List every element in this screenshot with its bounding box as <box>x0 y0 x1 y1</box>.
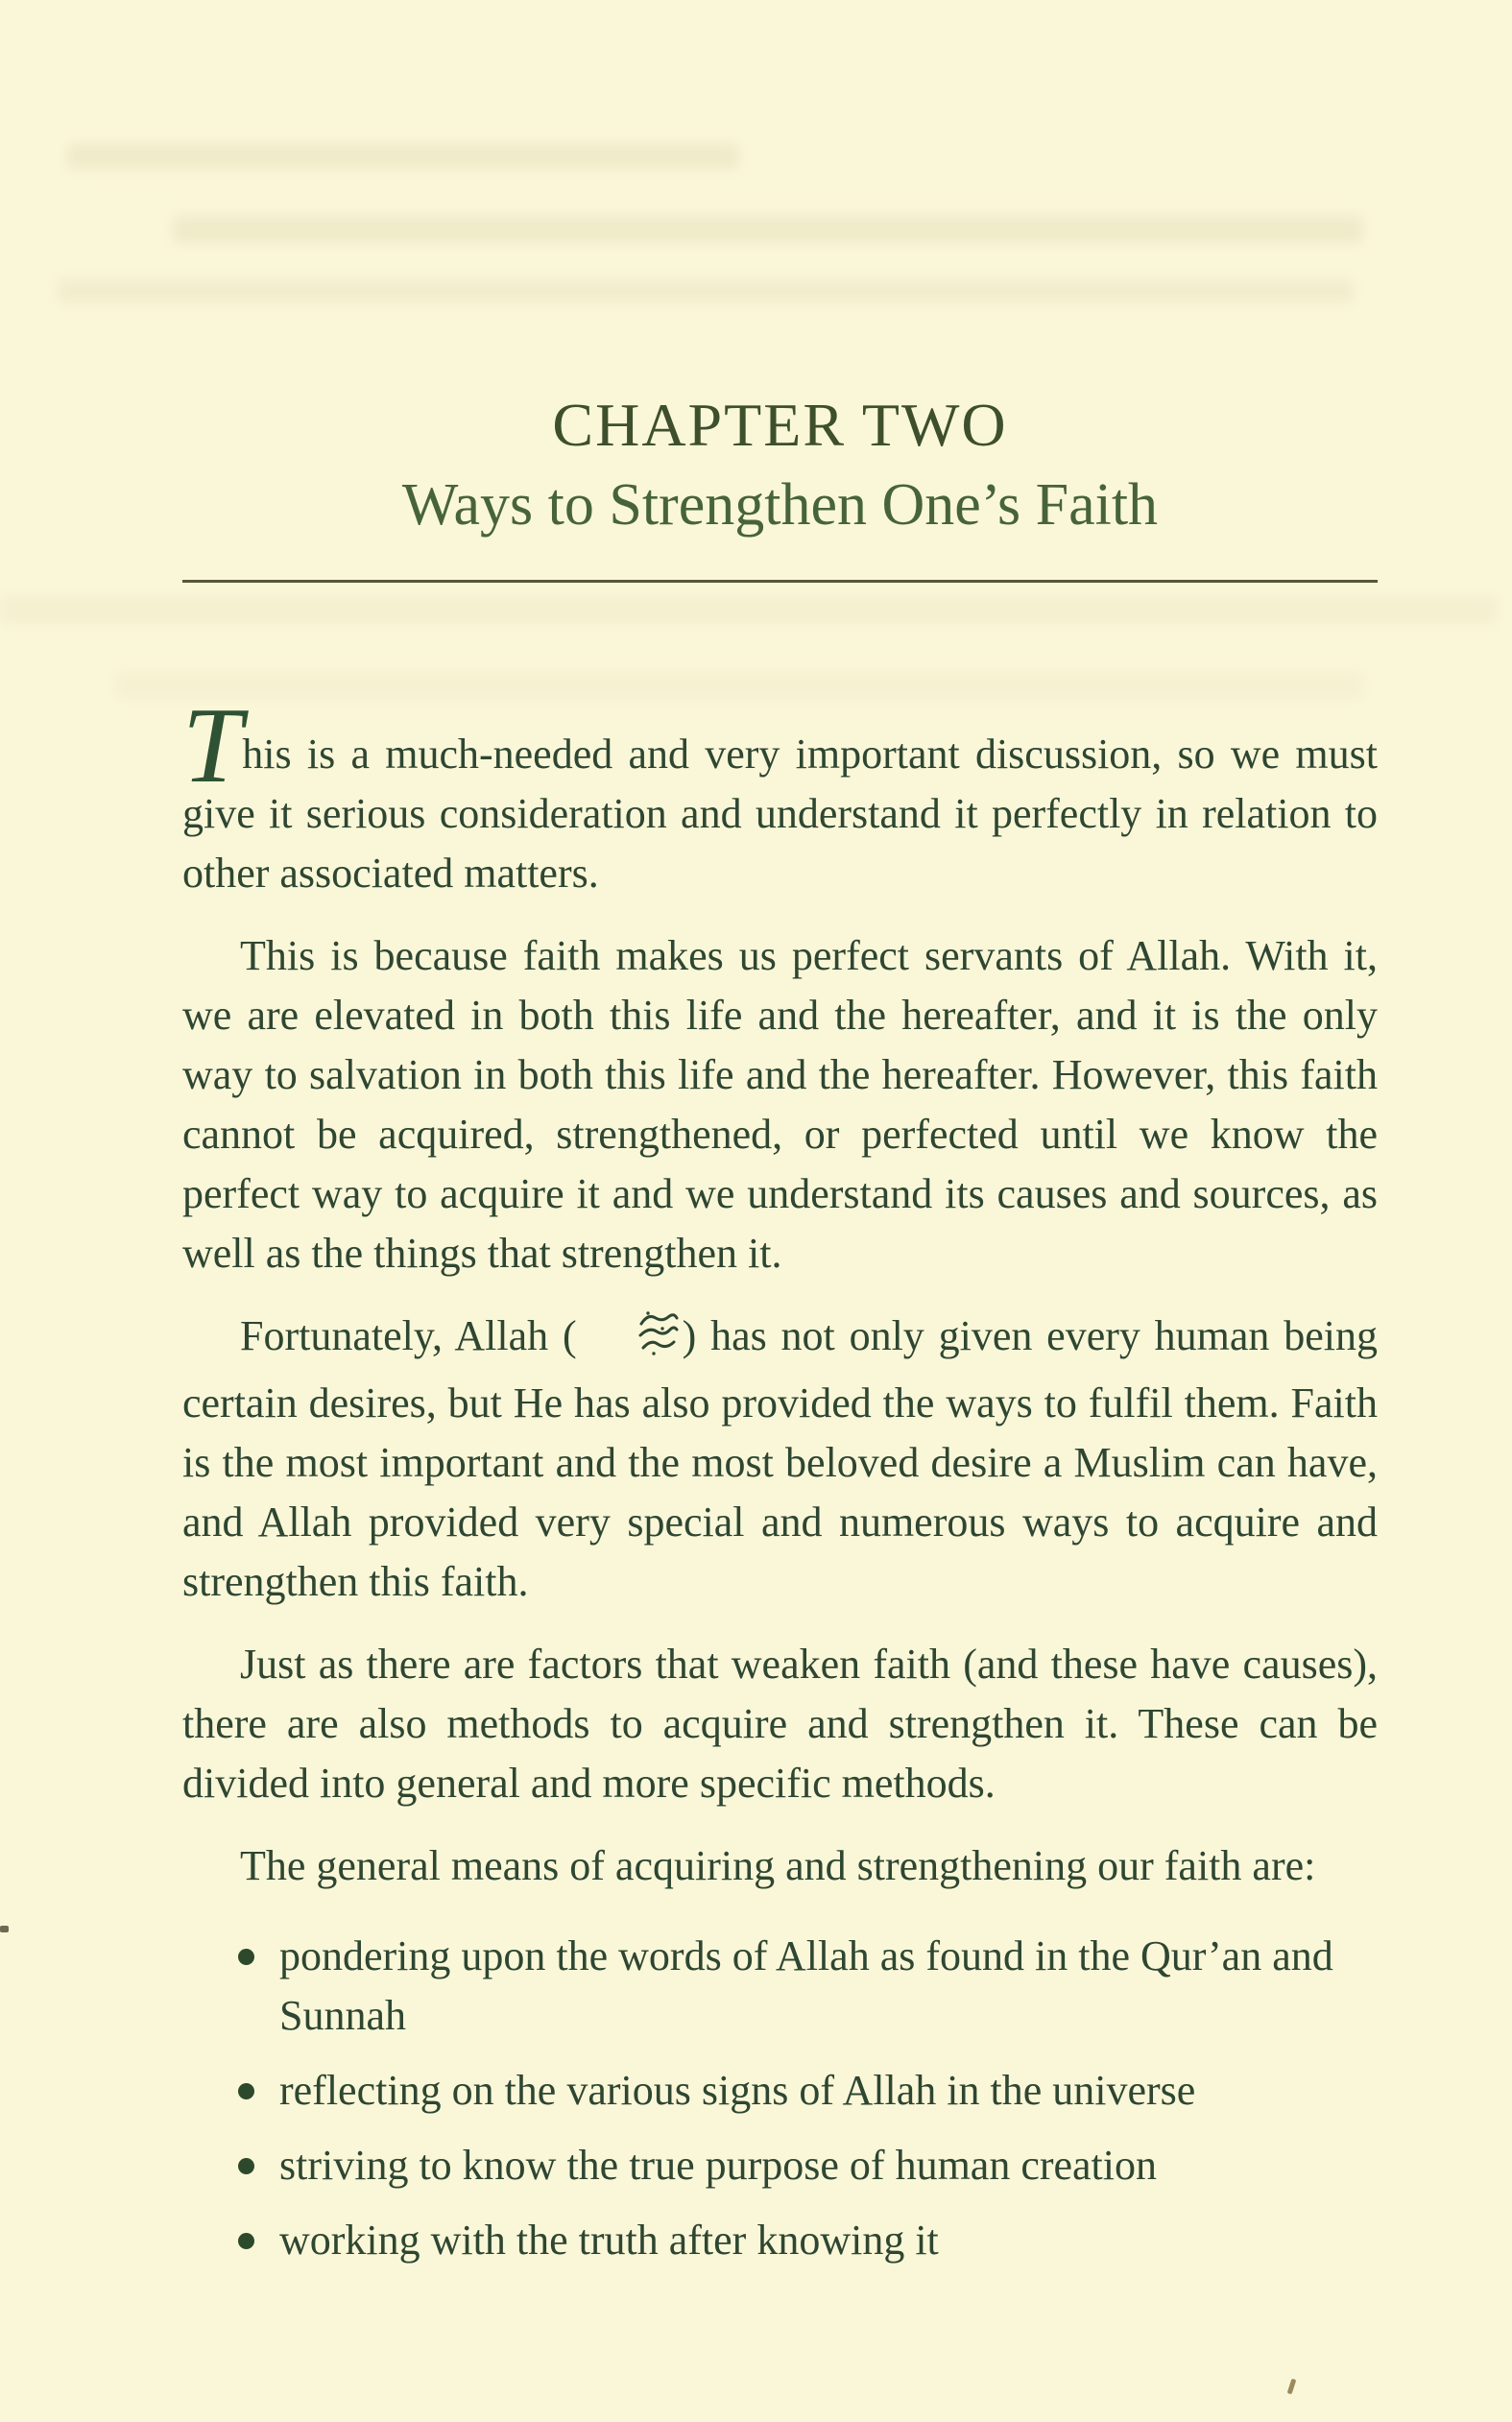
page-content <box>182 0 1378 2286</box>
chapter-title: Ways to Strengthen One’s Faith <box>401 472 1159 538</box>
drop-cap: T <box>182 686 241 805</box>
list-item <box>182 2211 1378 2270</box>
list-item-text: pondering upon the words of Allah as found in the Qur’an and Sunnah <box>279 1932 1333 2039</box>
paragraph-3-pre: Fortunately, Allah ( <box>240 1312 577 1359</box>
list-item-text: working with the truth after knowing it <box>279 2217 939 2264</box>
scan-artifact <box>1287 2379 1297 2395</box>
list-item <box>182 1927 1378 2046</box>
list-item-text: striving to know the true purpose of human creation <box>279 2142 1158 2189</box>
bullet-icon <box>238 1949 254 1965</box>
paragraph-3 <box>182 1307 1378 1612</box>
paragraph-4: Just as there are factors that weaken faith (and these have causes), there are also methods to acquire and strengthen it. These can be divided into general and more specific methods. <box>182 1641 1378 1807</box>
paragraph-5: The general means of acquiring and strengthening our faith are: <box>240 1842 1316 1889</box>
paragraph-3-post: ) has not only given every human being certain desires, but He has also provided the ways to fulfil them. Faith is the most important and the most beloved desire a Muslim can have, and Allah provided very special and numerous ways to acquire and strengthen this faith. <box>182 1312 1378 1605</box>
paragraph-1-text: his is a much-needed and very important discussion, so we must give it serious consideration and understand it perfectly in relation to other associated matters. <box>182 731 1378 897</box>
general-means-list <box>182 1927 1378 2270</box>
list-item-text: reflecting on the various signs of Allah in the universe <box>279 2067 1196 2114</box>
subhanahu-wa-taala-calligraphy-icon <box>579 1309 681 1374</box>
heading-divider <box>182 580 1378 583</box>
paragraph-2: This is because faith makes us perfect servants of Allah. With it, we are elevated in both this life and the hereafter, and it is the only way to salvation in both this life and the hereafter. However, this faith cannot be acquired, strengthened, or perfected until we know the perfect way to acquire it and we understand its causes and sources, as well as the things that strengthen it. <box>182 932 1378 1277</box>
paragraph-1 <box>182 686 1378 903</box>
list-item <box>182 2136 1378 2195</box>
bullet-icon <box>238 2233 254 2249</box>
bullet-icon <box>238 2083 254 2099</box>
bullet-icon <box>238 2158 254 2174</box>
body-text <box>182 686 1378 2270</box>
chapter-heading: CHAPTER TWO <box>552 391 1008 459</box>
list-item <box>182 2061 1378 2121</box>
scan-artifact <box>0 1926 9 1932</box>
